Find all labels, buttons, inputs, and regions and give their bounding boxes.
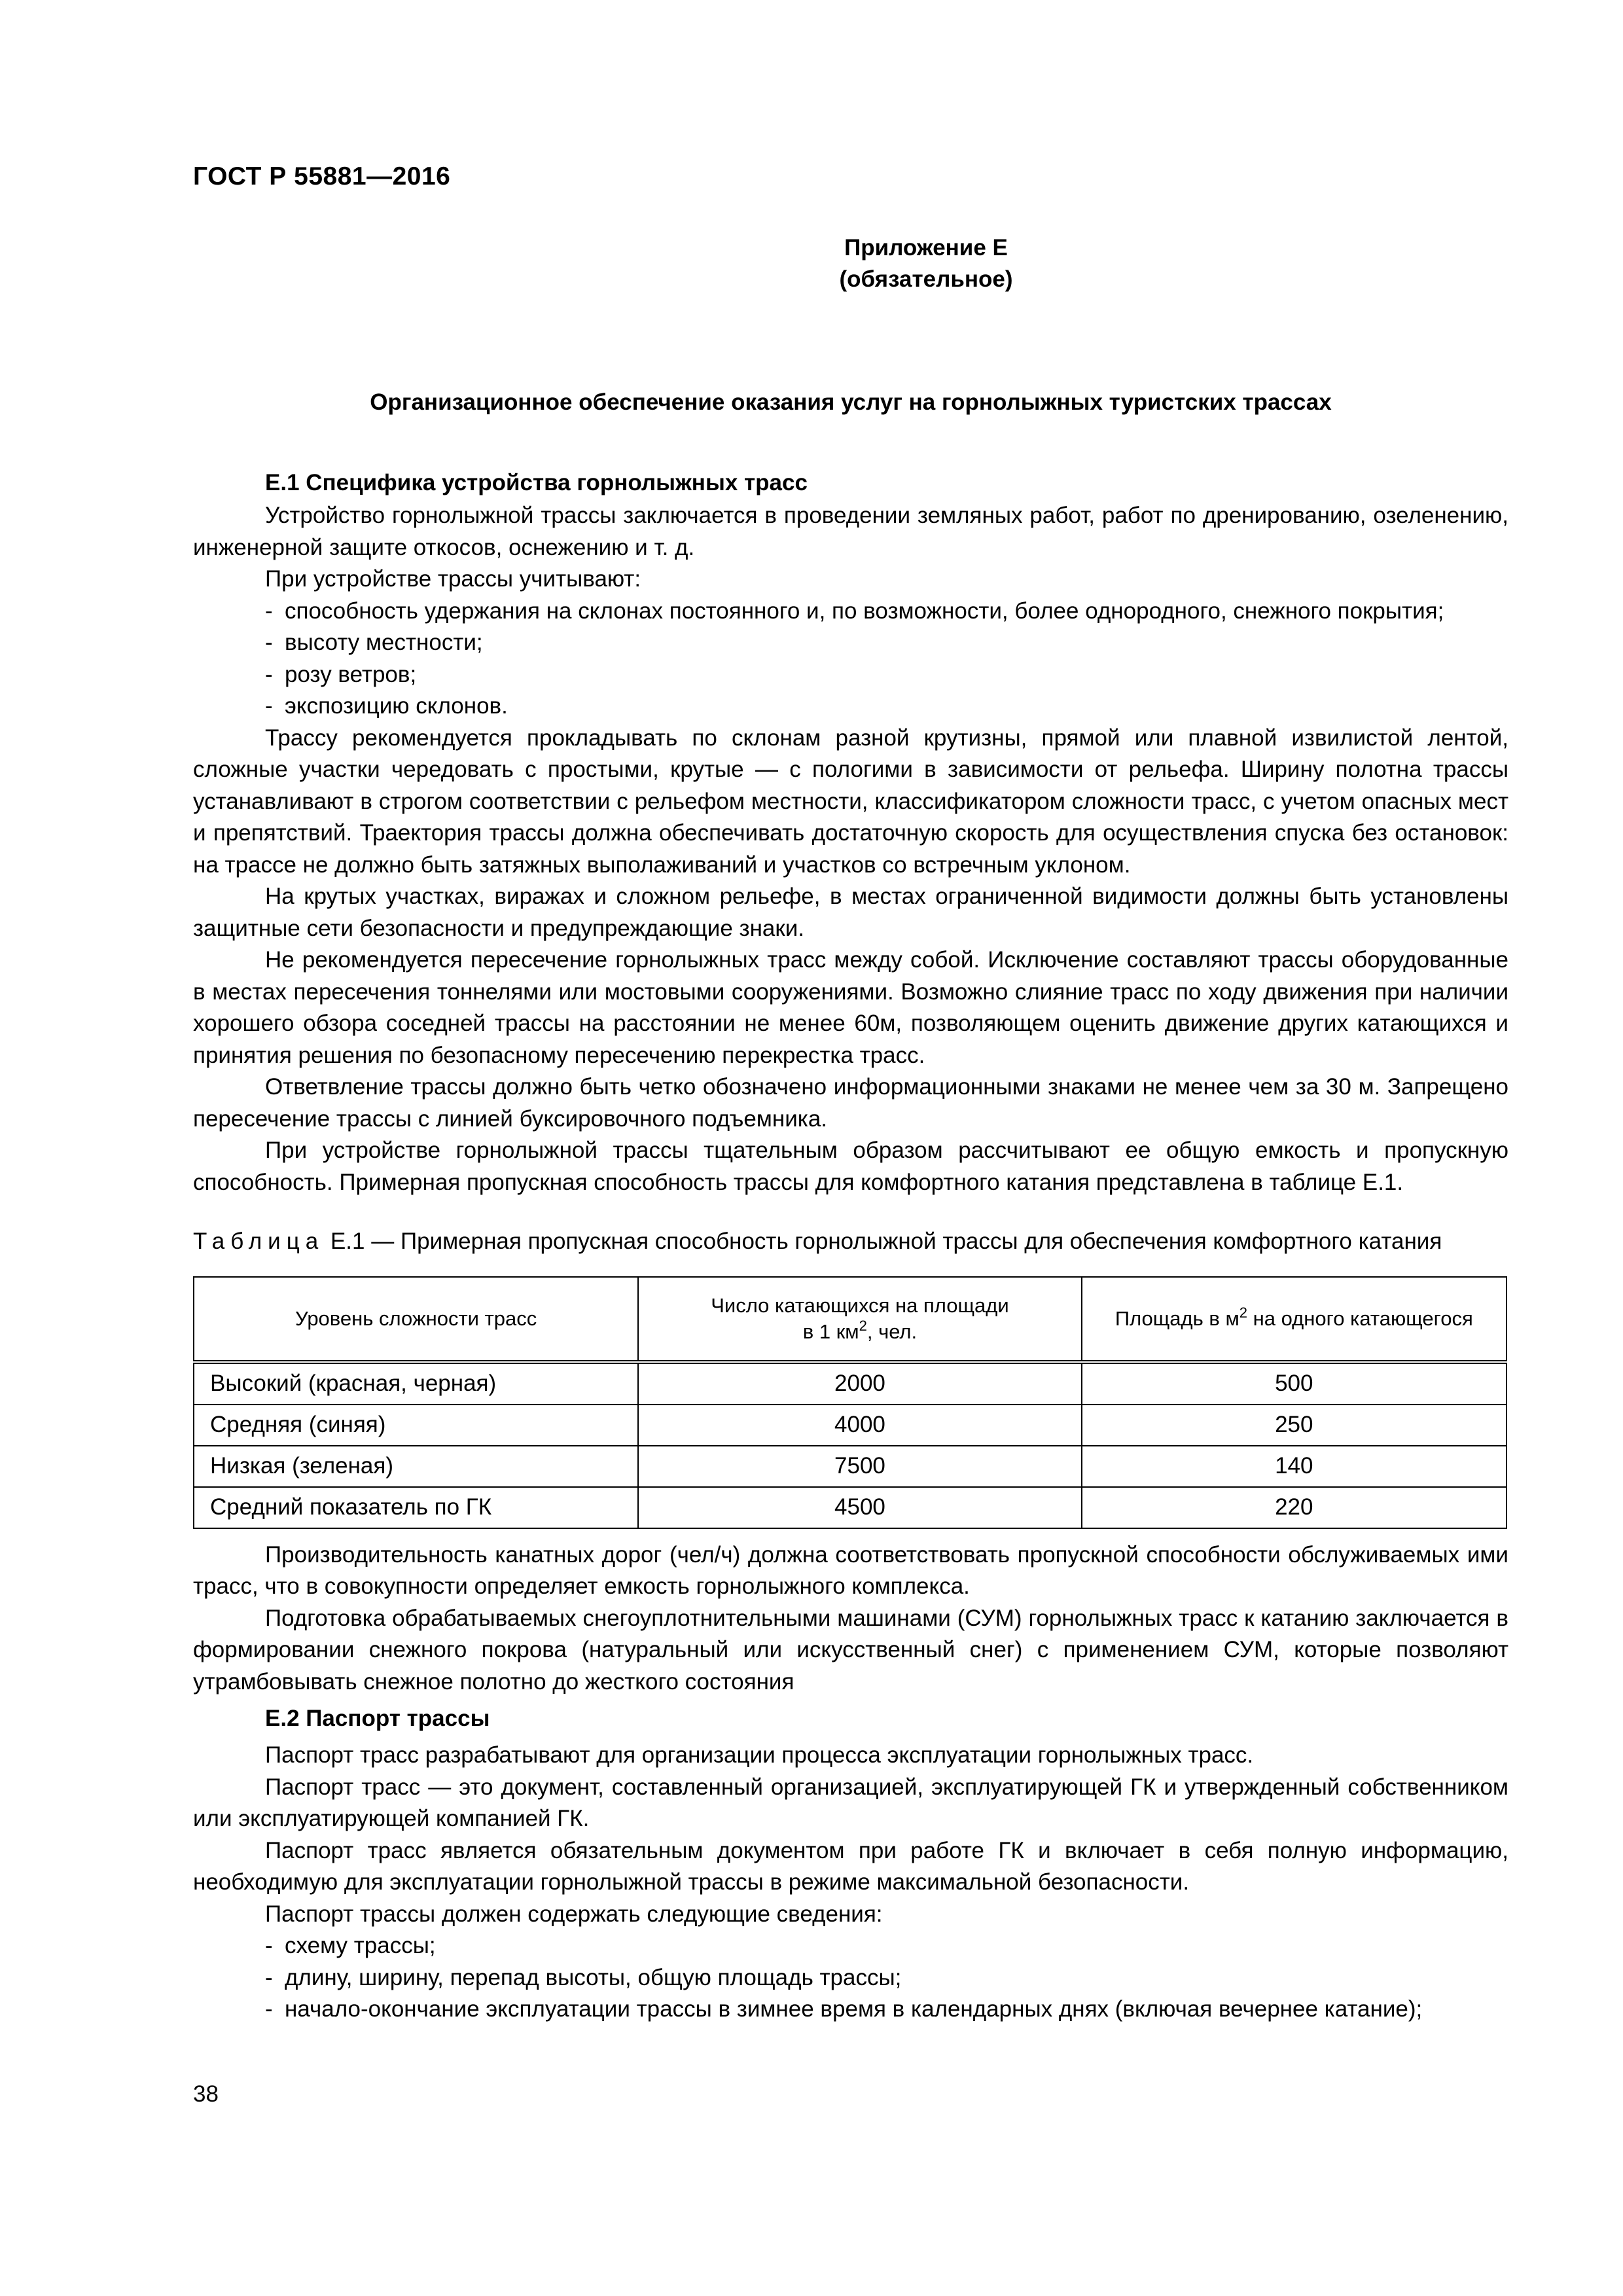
paragraph: Паспорт трасс разрабатывают для организации процесса эксплуатации горнолыжных трасс. xyxy=(265,1742,1254,1768)
document-code-header: ГОСТ Р 55881—2016 xyxy=(193,162,451,190)
table-caption xyxy=(193,1226,1508,1258)
cell-area: 140 xyxy=(1082,1446,1507,1487)
cell-skiers: 2000 xyxy=(638,1362,1081,1405)
table-caption-label: Таблица xyxy=(193,1229,325,1254)
appendix-title: Организационное обеспечение оказания услуг на горнолыжных туристских трассах xyxy=(370,389,1332,415)
list-dash: - xyxy=(265,693,273,719)
list-item: - длину, ширину, перепад высоты, общую площадь трассы; xyxy=(193,1962,1508,1994)
list-item: - розу ветров; xyxy=(193,659,1508,691)
list-dash: - xyxy=(265,1964,273,1990)
section-heading-e2: Е.2 Паспорт трассы xyxy=(265,1706,490,1731)
cell-skiers: 4000 xyxy=(638,1405,1081,1446)
paragraph: Паспорт трасс — это документ, составленный организацией, эксплуатирующей ГК и утвержденный собственником или эксплуатирующей компанией ГК. xyxy=(193,1774,1508,1831)
list-dash: - xyxy=(265,1996,273,2022)
document-body xyxy=(193,466,1508,2026)
paragraph: Трассу рекомендуется прокладывать по склонам разной крутизны, прямой или плавной извилистой лентой, сложные участки чередовать с простыми, крутые — с пологими в зависимости от рельефа. Ширину полотна трассы устанавливают в строгом соответствии с рельефом местности, классификатором сложности трасс, с учетом опасных мест и препятствий. Траектория трассы должна обеспечивать достаточную скорость для осуществления спуска без остановок: на трассе не должно быть затяжных выполаживаний и участков со встречным уклоном. xyxy=(193,725,1508,878)
paragraph: Не рекомендуется пересечение горнолыжных трасс между собой. Исключение составляют трассы оборудованные в местах пересечения тоннелями или мостовыми сооружениями. Возможно слияние трасс по ходу движения при наличии хорошего обзора соседней трассы на расстоянии не менее 60м, позволяющем оценить движение других катающихся и принятия решения по безопасному пересечению перекрестка трасс. xyxy=(193,947,1508,1068)
cell-skiers: 7500 xyxy=(638,1446,1081,1487)
header-area-per-skier: Площадь в $м^2$ на одного катающегося xyxy=(1082,1277,1507,1362)
paragraph: При устройстве горнолыжной трассы тщательным образом рассчитывают ее общую емкость и пропускную способность. Примерная пропускная способность трассы для комфортного катания представлена в таблице Е.1. xyxy=(193,1138,1508,1195)
cell-area: 220 xyxy=(1082,1487,1507,1528)
header-difficulty-level: Уровень сложности трасс xyxy=(194,1277,638,1362)
table-header-row xyxy=(194,1277,1507,1362)
list-item: - начало-окончание эксплуатации трассы в зимнее время в календарных днях (включая вечернее катание); xyxy=(193,1994,1508,2026)
capacity-table xyxy=(193,1276,1507,1529)
cell-level: Высокий (красная, черная) xyxy=(194,1362,638,1405)
cell-area: 500 xyxy=(1082,1362,1507,1405)
page-number: 38 xyxy=(193,2081,219,2107)
cell-level: Средний показатель по ГК xyxy=(194,1487,638,1528)
list-item: - схему трассы; xyxy=(193,1930,1508,1962)
header-skiers-per-km2: Число катающихся на площади в 1 $км^2$, чел. xyxy=(638,1277,1081,1362)
cell-level: Низкая (зеленая) xyxy=(194,1446,638,1487)
paragraph: Паспорт трасс является обязательным документом при работе ГК и включает в себя полную информацию, необходимую для эксплуатации горнолыжной трассы в режиме максимальной безопасности. xyxy=(193,1837,1508,1895)
appendix-label: Приложение Е xyxy=(844,235,1008,260)
paragraph: При устройстве трассы учитывают: xyxy=(265,566,641,592)
list-item: - высоту местности; xyxy=(193,627,1508,659)
paragraph: Подготовка обрабатываемых снегоуплотнительными машинами (СУМ) горнолыжных трасс к катанию заключается в формировании снежного покрова (натуральный или искусственный снег) с применением СУМ, которые позволяют утрамбовывать снежное полотно до жесткого состояния xyxy=(193,1605,1508,1695)
list-dash: - xyxy=(265,630,273,655)
paragraph: На крутых участках, виражах и сложном рельефе, в местах ограниченной видимости должны быть установлены защитные сети безопасности и предупреждающие знаки. xyxy=(193,884,1508,941)
paragraph: Производительность канатных дорог (чел/ч) должна соответствовать пропускной способности обслуживаемых ими трасс, что в совокупности определяет емкость горнолыжного комплекса. xyxy=(193,1541,1508,1599)
list-dash: - xyxy=(265,661,273,687)
paragraph: Ответвление трассы должно быть четко обозначено информационными знаками не менее чем за 30 м. Запрещено пересечение трассы с линией буксировочного подъемника. xyxy=(193,1074,1508,1132)
table-caption-text: Е.1 — Примерная пропускная способность горнолыжной трассы для обеспечения комфортного катания xyxy=(324,1229,1442,1254)
table-row xyxy=(194,1487,1507,1528)
cell-skiers: 4500 xyxy=(638,1487,1081,1528)
paragraph: Паспорт трассы должен содержать следующие сведения: xyxy=(265,1901,883,1927)
list-item: - способность удержания на склонах постоянного и, по возможности, более однородного, снежного покрытия; xyxy=(193,596,1508,628)
paragraph: Устройство горнолыжной трассы заключается в проведении земляных работ, работ по дренированию, озеленению, инженерной защите откосов, оснежению и т. д. xyxy=(193,503,1508,560)
table-row xyxy=(194,1362,1507,1405)
cell-area: 250 xyxy=(1082,1405,1507,1446)
list-dash: - xyxy=(265,598,273,624)
table-row xyxy=(194,1405,1507,1446)
cell-level: Средняя (синяя) xyxy=(194,1405,638,1446)
table-row xyxy=(194,1446,1507,1487)
list-dash: - xyxy=(265,1933,273,1958)
appendix-heading xyxy=(0,232,1623,295)
section-heading-e1: Е.1 Специфика устройства горнолыжных трасс xyxy=(265,470,808,495)
appendix-status: (обязательное) xyxy=(839,266,1013,292)
list-item: - экспозицию склонов. xyxy=(193,691,1508,723)
